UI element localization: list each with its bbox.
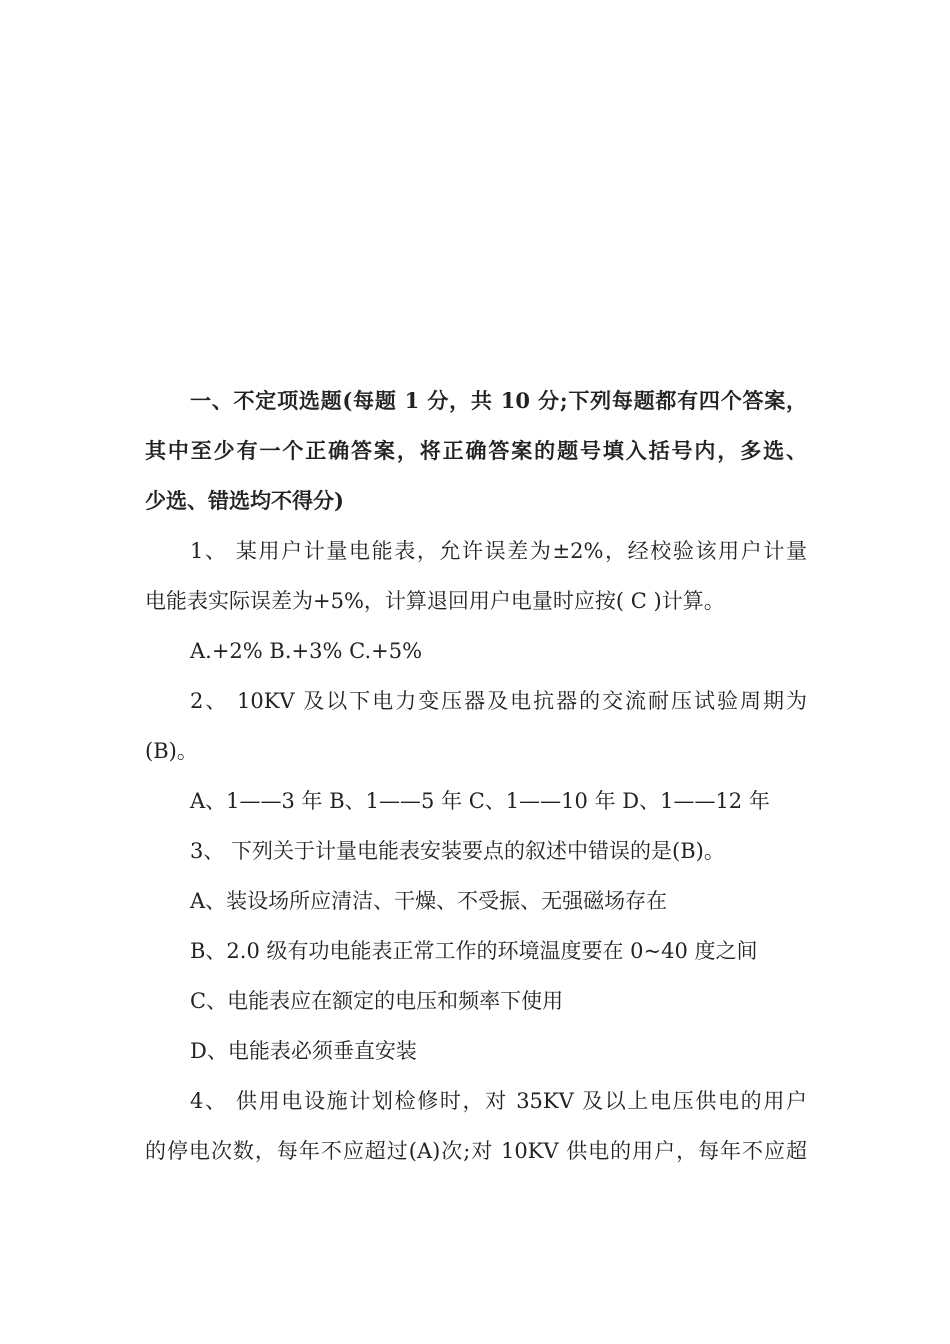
question-1-line-2: 电能表实际误差为+5%，计算退回用户电量时应按( C )计算。 bbox=[145, 589, 725, 613]
question-3-option-b: B、2.0 级有功电能表正常工作的环境温度要在 0~40 度之间 bbox=[190, 939, 758, 963]
question-3-option-c: C、电能表应在额定的电压和频率下使用 bbox=[190, 989, 564, 1013]
question-4-line-2: 的停电次数，每年不应超过(A)次;对 10KV 供电的用户，每年不应超 bbox=[145, 1139, 807, 1163]
question-3-option-d: D、电能表必须垂直安装 bbox=[190, 1039, 417, 1063]
question-2-line-1: 2、 10KV 及以下电力变压器及电抗器的交流耐压试验周期为 bbox=[190, 689, 807, 713]
section-heading-line-1: 一、不定项选题(每题 1 分，共 10 分;下列每题都有四个答案， bbox=[190, 388, 807, 413]
question-1-options: A.+2% B.+3% C.+5% bbox=[190, 639, 423, 663]
question-3-option-a: A、装设场所应清洁、干燥、不受振、无强磁场存在 bbox=[190, 889, 668, 913]
question-2-options: A、1——3 年 B、1——5 年 C、1——10 年 D、1——12 年 bbox=[190, 789, 770, 813]
document-body bbox=[145, 376, 807, 1176]
section-heading-line-3: 少选、错选均不得分) bbox=[145, 488, 344, 513]
question-3-line-1: 3、 下列关于计量电能表安装要点的叙述中错误的是(B)。 bbox=[190, 839, 725, 863]
question-2-line-2: (B)。 bbox=[145, 739, 198, 763]
section-heading-line-2: 其中至少有一个正确答案，将正确答案的题号填入括号内，多选、 bbox=[145, 438, 807, 463]
question-4-line-1: 4、 供用电设施计划检修时，对 35KV 及以上电压供电的用户 bbox=[190, 1089, 807, 1113]
question-1-line-1: 1、 某用户计量电能表，允许误差为±2%，经校验该用户计量 bbox=[190, 539, 807, 563]
